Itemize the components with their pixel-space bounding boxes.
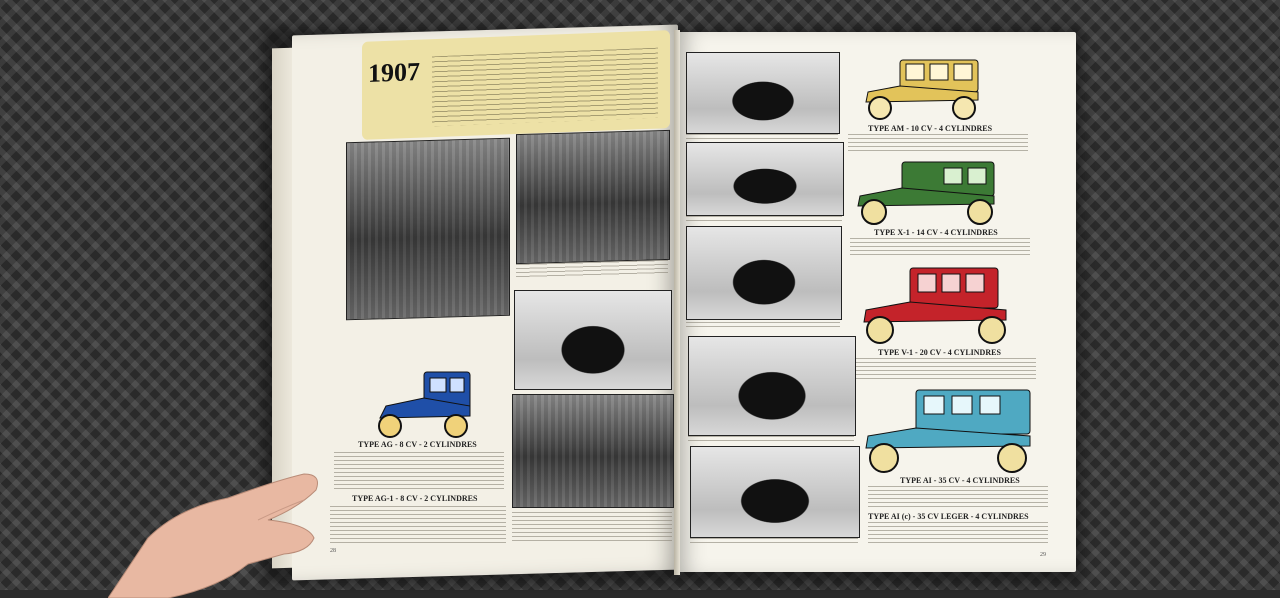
text-type-x1 <box>850 238 1030 258</box>
caption-car-1 <box>686 134 838 140</box>
caption-car-3 <box>686 322 840 328</box>
photo-taxi-street <box>512 394 674 508</box>
left-page-number: 28 <box>330 548 336 554</box>
photo-car-1 <box>686 52 840 134</box>
text-type-ai <box>868 486 1048 510</box>
heading-type-am: TYPE AM - 10 CV - 4 CYLINDRES <box>868 124 993 133</box>
heading-type-x1: TYPE X-1 - 14 CV - 4 CYLINDRES <box>874 228 998 237</box>
caption-taxi <box>512 512 672 542</box>
photo-salon-hall <box>346 138 510 321</box>
photo-car-3 <box>686 226 842 320</box>
heading-type-ai-c: TYPE AI (c) - 35 CV LEGER - 4 CYLINDRES <box>868 512 1029 521</box>
car-illustration-type-ag <box>366 366 478 440</box>
heading-type-ag1: TYPE AG-1 - 8 CV - 2 CYLINDRES <box>352 494 478 503</box>
photo-salon-stand <box>516 130 670 264</box>
text-type-ag1 <box>330 506 506 546</box>
photo-taxi-1 <box>514 290 672 390</box>
text-type-v1 <box>856 358 1036 382</box>
book-spine <box>674 30 680 575</box>
text-type-am <box>848 134 1028 154</box>
heading-type-ai: TYPE AI - 35 CV - 4 CYLINDRES <box>900 476 1020 485</box>
car-illustration-type-am <box>862 56 982 122</box>
caption-car-4 <box>688 436 854 442</box>
hand-holding-book <box>108 468 328 598</box>
text-type-ai-c <box>868 522 1048 544</box>
car-illustration-type-v1 <box>860 264 1016 346</box>
intro-text-block <box>432 48 658 127</box>
heading-type-ag: TYPE AG - 8 CV - 2 CYLINDRES <box>358 440 477 449</box>
caption-car-5 <box>690 538 858 544</box>
photo-car-4 <box>688 336 856 436</box>
car-illustration-type-ai <box>862 386 1038 476</box>
photo-car-5 <box>690 446 860 538</box>
text-type-ag <box>334 452 504 492</box>
heading-type-v1: TYPE V-1 - 20 CV - 4 CYLINDRES <box>878 348 1001 357</box>
photo-car-2 <box>686 142 844 216</box>
year-title: 1907 <box>368 57 420 88</box>
car-illustration-type-x1 <box>856 158 1002 226</box>
right-page-number: 29 <box>1040 552 1046 558</box>
caption-car-2 <box>686 216 842 222</box>
